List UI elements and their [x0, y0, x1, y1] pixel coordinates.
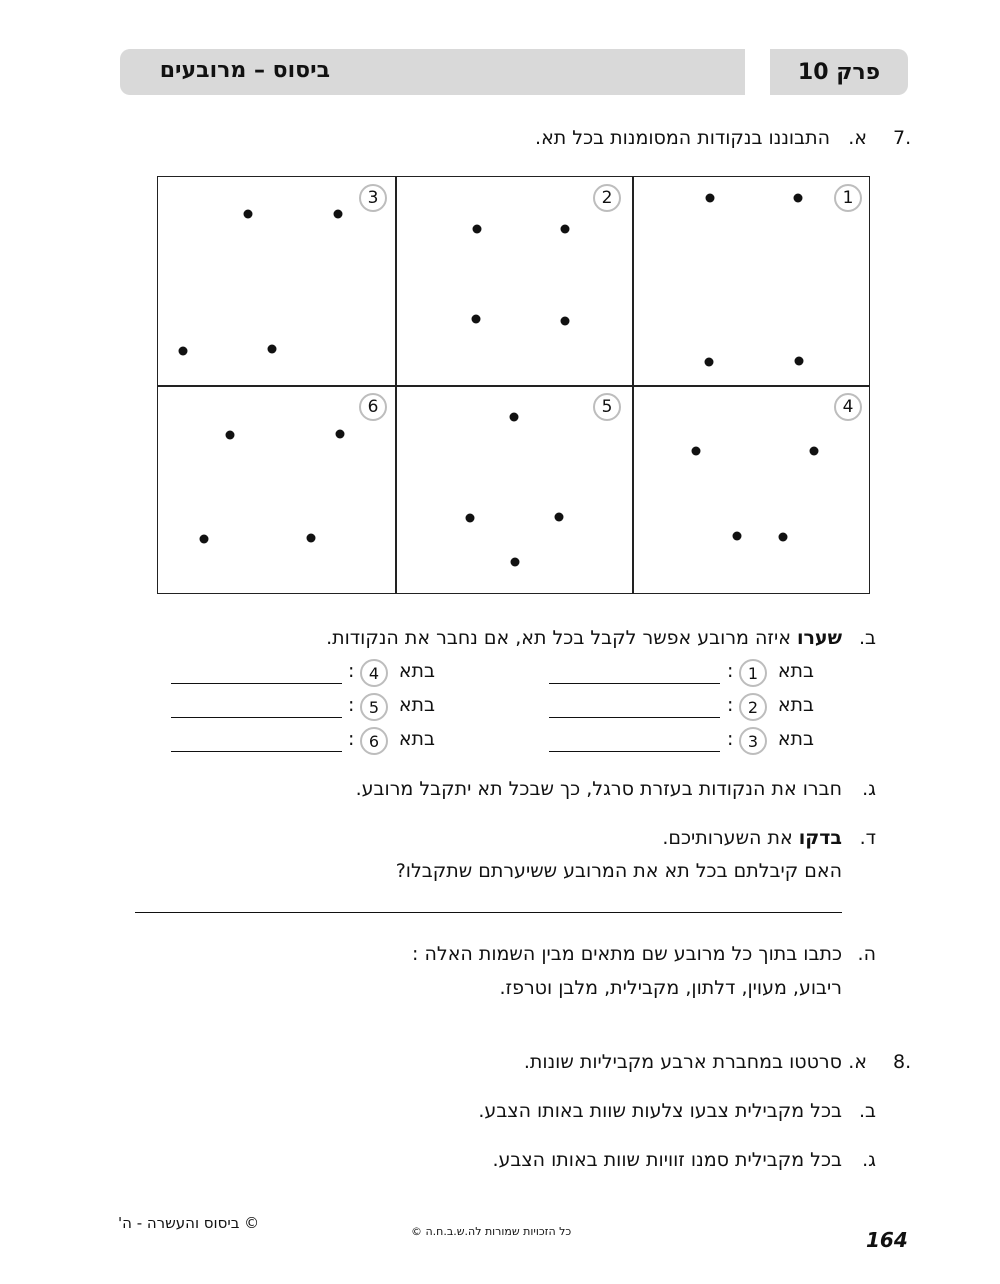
cell-4: [632, 386, 869, 595]
cell-1: [632, 177, 869, 386]
answer-line[interactable]: [549, 751, 720, 752]
chapter-label: פרק 10: [770, 49, 908, 95]
point: [706, 194, 715, 203]
q7d-rest: את השערותיכם.: [662, 827, 799, 849]
point: [810, 447, 819, 456]
point: [794, 194, 803, 203]
point: [779, 533, 788, 542]
q8c-text: בכל מקבילית סמנו זוויות שוות באותו הצבע.: [492, 1149, 842, 1171]
answer-cell-number: 5: [360, 693, 388, 721]
cell-number-badge: 5: [593, 393, 621, 421]
point: [561, 225, 570, 234]
dots-grid: [157, 176, 870, 594]
footer-copyright: כל הזכויות שמורות לה.ש.ב.ח.ה ©: [411, 1225, 572, 1238]
point: [472, 315, 481, 324]
q7d-bold: בדקו: [798, 827, 842, 849]
answer-line[interactable]: [549, 717, 720, 718]
answer-line[interactable]: [171, 717, 342, 718]
point: [692, 447, 701, 456]
cell-word: בתא: [398, 660, 435, 682]
q7b-rest: איזה מרובע אפשר לקבל בכל תא, אם נחבר את הנקודות.: [326, 627, 797, 649]
q7c-text: חברו את הנקודות בעזרת סרגל, כך שבכל תא יתקבל מרובע.: [355, 778, 842, 800]
cell-number-badge: 2: [593, 184, 621, 212]
cell-5: [395, 386, 632, 595]
q8c-letter: ג.: [862, 1149, 876, 1171]
point: [200, 535, 209, 544]
cell-3: [158, 177, 395, 386]
cell-number-badge: 3: [359, 184, 387, 212]
colon: :: [727, 660, 734, 682]
answer-cell-number: 2: [739, 693, 767, 721]
q7d-text: [662, 827, 842, 849]
q7a-text: התבוננו בנקודות המסומנות בכל תא.: [535, 127, 830, 149]
point: [705, 358, 714, 367]
cell-word: בתא: [777, 728, 814, 750]
header-title: ביסוס – מרובעים: [159, 58, 330, 83]
point: [473, 225, 482, 234]
answer-line[interactable]: [549, 683, 720, 684]
q8a-letter: א.: [848, 1051, 867, 1073]
cell-6: [158, 386, 395, 595]
colon: :: [348, 660, 355, 682]
page-number: 164: [866, 1228, 908, 1252]
point: [334, 210, 343, 219]
q7d-letter: ד.: [859, 827, 876, 849]
cell-2: [395, 177, 632, 386]
point: [511, 558, 520, 567]
answer-line[interactable]: [135, 912, 842, 913]
colon: :: [348, 694, 355, 716]
point: [244, 210, 253, 219]
point: [336, 430, 345, 439]
q7c-letter: ג.: [862, 778, 876, 800]
q7a-letter: א.: [848, 127, 867, 149]
point: [466, 514, 475, 523]
point: [795, 357, 804, 366]
point: [510, 413, 519, 422]
q7e-names: ריבוע, מעוין, דלתון, מקבילית, מלבן וטרפז.: [499, 977, 842, 999]
colon: :: [727, 694, 734, 716]
answer-cell-number: 4: [360, 659, 388, 687]
point: [179, 347, 188, 356]
point: [561, 317, 570, 326]
point: [268, 345, 277, 354]
point: [307, 534, 316, 543]
cell-number-badge: 6: [359, 393, 387, 421]
point: [555, 513, 564, 522]
cell-number-badge: 4: [834, 393, 862, 421]
cell-number-badge: 1: [834, 184, 862, 212]
cell-word: בתא: [398, 694, 435, 716]
question-8-number: 8.: [893, 1051, 912, 1073]
q7e-text: כתבו בתוך כל מרובע שם מתאים מבין השמות האלה :: [412, 943, 842, 965]
answer-line[interactable]: [171, 683, 342, 684]
cell-word: בתא: [777, 660, 814, 682]
point: [733, 532, 742, 541]
colon: :: [348, 728, 355, 750]
q8b-letter: ב.: [858, 1100, 876, 1122]
q8b-text: בכל מקבילית צבעו צלעות שוות באותו הצבע.: [478, 1100, 842, 1122]
cell-word: בתא: [398, 728, 435, 750]
answer-line[interactable]: [171, 751, 342, 752]
question-7-number: 7.: [893, 127, 912, 149]
q8a-text: סרטטו במחברת ארבע מקביליות שונות.: [523, 1051, 842, 1073]
answer-cell-number: 3: [739, 727, 767, 755]
q7b-letter: ב.: [858, 627, 876, 649]
q7b-text: [326, 627, 842, 649]
footer-series: © ביסוס והעשרה - ה': [118, 1214, 260, 1232]
answer-cell-number: 6: [360, 727, 388, 755]
q7d-question: האם קיבלתם בכל תא את המרובע ששיערתם שתקבלו?: [395, 860, 842, 882]
q7b-bold: שערו: [796, 627, 842, 649]
answer-cell-number: 1: [739, 659, 767, 687]
point: [226, 431, 235, 440]
colon: :: [727, 728, 734, 750]
q7e-letter: ה.: [857, 943, 876, 965]
cell-word: בתא: [777, 694, 814, 716]
